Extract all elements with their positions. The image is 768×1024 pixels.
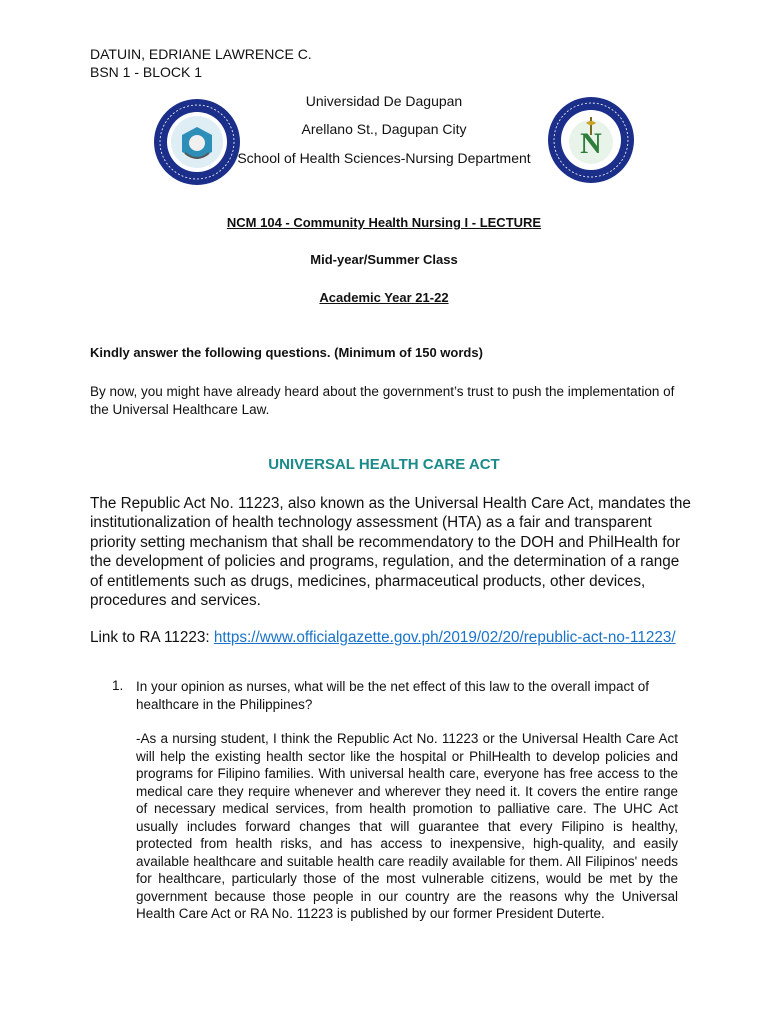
question-text: In your opinion as nurses, what will be the net effect of this law to the overall impact of healthcare in the Philippines? <box>136 679 650 712</box>
answer-text: -As a nursing student, I think the Republic Act No. 11223 or the Universal Health Care Act will help the existing health sector like the hospital or PhilHealth to develop policies and programs for Filipino families. With universal health care, everyone has free access to the medical care they require whenever and wherever they need it. It covers the entire range of necessary medical services, from health promotion to palliative care. The UHC Act usually includes forward changes that will guarantee that every Filipino is healthy, protected from health risks, and has access to inexpensive, high-quality, and easily available healthcare and suitable health care readily available for them. All Filipinos' needs for healthcare, particularly those of the most vulnerable citizens, would be met by the government because those people in our country are the reasons why the Universal Health Care Act or RA No. 11223 is published by our former President Duterte. <box>136 731 678 921</box>
class-type: Mid-year/Summer Class <box>310 252 458 267</box>
instructions: Kindly answer the following questions. (Minimum of 150 words) <box>90 345 483 360</box>
university-name: Universidad De Dagupan <box>305 93 463 109</box>
section-title: UNIVERSAL HEALTH CARE ACT <box>268 456 500 473</box>
department-name: School of Health Sciences-Nursing Department <box>237 150 531 166</box>
university-address: Arellano St., Dagupan City <box>301 121 467 137</box>
student-info <box>90 45 312 81</box>
svg-text:N: N <box>580 127 602 160</box>
academic-year: Academic Year 21-22 <box>319 290 449 305</box>
question-number: 1. <box>112 678 124 693</box>
link-label: Link to RA 11223: <box>90 629 214 646</box>
ra-description-paragraph: The Republic Act No. 11223, also known as the Universal Health Care Act, mandates the institutionalization of health technology assessment (HTA) as a fair and transparent priority setting mechanism that shall be recommendatory to the DOH and PhilHealth for the development of policies and programs, regulation, and the determination of a range of entitlements such as drugs, medicines, pharmaceutical products, other devices, procedures and services. <box>90 495 691 610</box>
ra-11223-link[interactable]: https://www.officialgazette.gov.ph/2019/02/20/republic-act-no-11223/ <box>213 629 676 646</box>
course-title: NCM 104 - Community Health Nursing I - LECTURE <box>226 215 542 230</box>
student-name: DATUIN, EDRIANE LAWRENCE C. <box>90 46 312 62</box>
student-section: BSN 1 - BLOCK 1 <box>90 64 203 80</box>
university-seal-left-logo <box>152 97 242 187</box>
link-line <box>90 629 676 647</box>
intro-paragraph: By now, you might have already heard about the government’s trust to push the implementation of the Universal Healthcare Law. <box>90 384 675 417</box>
